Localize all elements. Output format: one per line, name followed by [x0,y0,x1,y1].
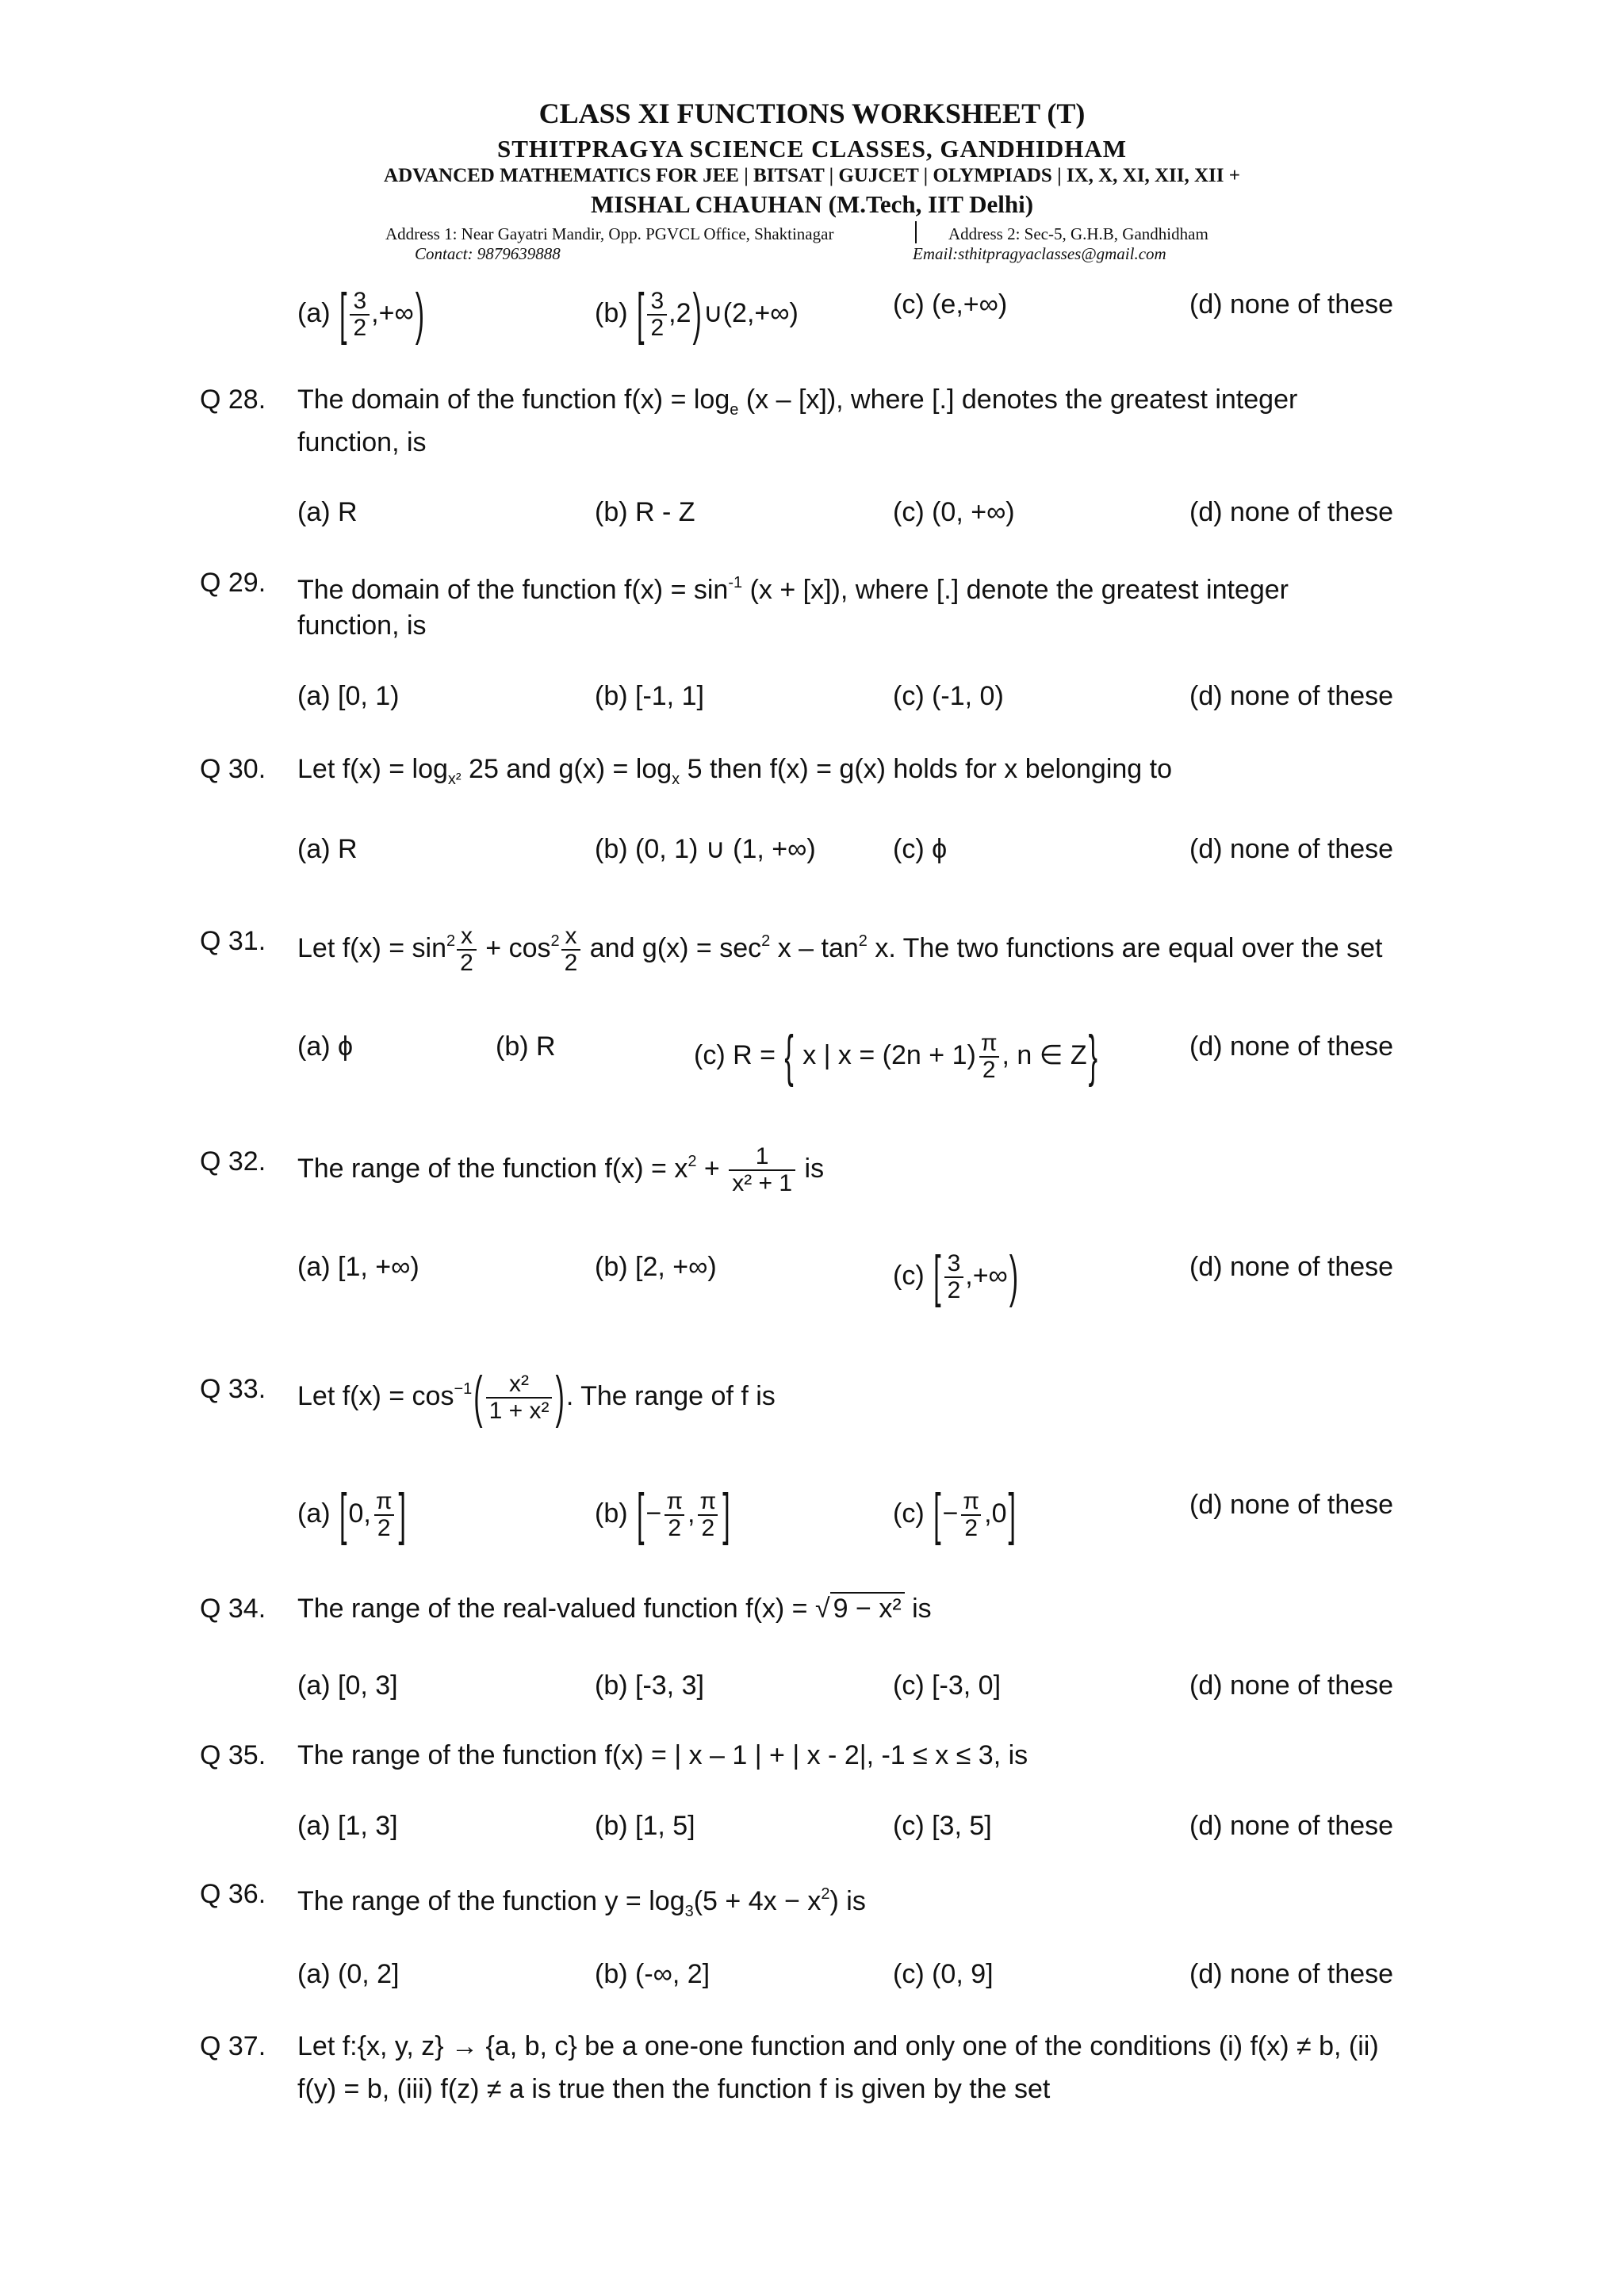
q33-option-a: (a) [0, $\frac{\pi}{2}$ ] [297,1483,406,1547]
tagline: ADVANCED MATHEMATICS FOR JEE | BITSAT | GUJCET | OLYMPIADS | IX, X, XI, XII, XII + [384,165,1240,186]
q33-option-d: (d) none of these [1189,1490,1394,1520]
q30-option-a: (a) R [297,834,358,864]
question-number: Q 34. [200,1594,266,1624]
question-text: The range of the function $f(x) = x^2$ + $\frac{1}{\text{x² + 1}}$ is [297,1143,825,1197]
question-number: Q 29. [200,568,266,598]
question-number: Q 28. [200,385,266,415]
contact-number: Contact: 9879639888 [415,244,561,263]
q27-option-b: (b) [ $\frac{3}{2}$ ,2)∪(2,+∞) [595,283,799,346]
email-address: Email:sthitpragyaclasses@gmail.com [913,244,1166,263]
q36-option-a: (a) (0, 2] [297,1959,400,1989]
question-number: Q 31. [200,926,266,956]
q36-option-d: (d) none of these [1189,1959,1394,1989]
address-2: Address 2: Sec-5, G.H.B, Gandhidham [948,224,1208,243]
question-text: Let f:{x, y, z} → {a, b, c} be a one-one function and only one of the conditions (i) f(x) ≠ b, (ii) [297,2031,1379,2061]
q31-option-b: (b) R [496,1031,556,1062]
question-text: The domain of the function $f(x) = \sin^{-1} (x + [x])$, where [.] denote the greatest integer [297,574,1289,605]
fraction: $\frac{3}{2}$ [350,289,370,341]
question-number: Q 30. [200,754,266,784]
q27-option-a: (a) [ $\frac{3}{2}$ ,+∞) [297,289,426,341]
q29-option-d: (d) none of these [1189,681,1394,711]
question-number: Q 37. [200,2031,266,2061]
q36-option-b: (b) (-∞, 2] [595,1959,710,1989]
question-text: Let $f(x) = \log_{x^2} 25$ and $g(x) = \log_x 5$ then f(x) = g(x) holds for x belonging to [297,754,1172,788]
q30-option-d: (d) none of these [1189,834,1394,864]
q34-option-d: (d) none of these [1189,1670,1394,1701]
question-number: Q 32. [200,1146,266,1177]
q35-option-d: (d) none of these [1189,1811,1394,1841]
q32-option-d: (d) none of these [1189,1252,1394,1282]
question-text: The range of the function $y = \log_3(5 + 4x - x^2)$ is [297,1885,866,1920]
q30-option-b: (b) (0, 1) ∪ (1, +∞) [595,834,816,864]
q28-option-d: (d) none of these [1189,497,1394,527]
question-text: The range of the function f(x) = | x – 1 | + | x - 2|, -1 ≤ x ≤ 3, is [297,1740,1028,1770]
address-1: Address 1: Near Gayatri Mandir, Opp. PGVCL Office, Shaktinagar [385,224,834,243]
q31-option-a: (a) ϕ [297,1031,354,1062]
q35-option-a: (a) [1, 3] [297,1811,398,1841]
question-text: The range of the real-valued function f(x) = √ 9 − x² is [297,1594,932,1624]
q32-option-c: (c) [ $\frac{3}{2}$ ,+∞) [893,1246,1019,1309]
q31-option-c: (c) R = { x | x = (2n + 1) $\frac{\pi}{2}$ , n ∈ Z} [694,1025,1097,1089]
teacher-name: MISHAL CHAUHAN (M.Tech, IIT Delhi) [590,190,1034,218]
q32-option-b: (b) [2, +∞) [595,1252,717,1282]
q27-option-d: (d) none of these [1189,289,1394,320]
q34-option-a: (a) [0, 3] [297,1670,398,1701]
q35-option-b: (b) [1, 5] [595,1811,695,1841]
question-text: Let $f(x) = \sin^2$ $\frac{x}{2}$ + $\cos^2$ $\frac{x}{2}$ and $g(x) = \sec^2 x - \tan^2 x$. The two functions are equal over the set [297,923,1383,977]
q30-option-c: (c) ϕ [893,834,948,864]
q33-option-c: (c) [− $\frac{\pi}{2}$ ,0] [893,1483,1016,1547]
question-number: Q 36. [200,1879,266,1909]
q28-option-a: (a) R [297,497,358,527]
q32-option-a: (a) [1, +∞) [297,1252,419,1282]
question-number: Q 33. [200,1374,266,1404]
q29-option-b: (b) [-1, 1] [595,681,704,711]
worksheet-title: CLASS XI FUNCTIONS WORKSHEET (T) [538,98,1086,129]
q29-option-a: (a) [0, 1) [297,681,400,711]
q36-option-c: (c) (0, 9] [893,1959,994,1989]
q33-option-b: (b) [− $\frac{\pi}{2}$ , $\frac{\pi}{2}$ ] [595,1483,730,1547]
q29-option-c: (c) (-1, 0) [893,681,1004,711]
q28-option-c: (c) (0, +∞) [893,497,1015,527]
q34-option-c: (c) [-3, 0] [893,1670,1002,1701]
q31-option-d: (d) none of these [1189,1031,1394,1062]
question-text: Let $f(x) = \cos^{-1}$( $\frac{\text{x²}}{\text{1 + x²}}$ ). The range of f is [297,1366,776,1429]
question-number: Q 35. [200,1740,266,1770]
divider [915,221,917,243]
institute-name: STHITPRAGYA SCIENCE CLASSES, GANDHIDHAM [496,135,1128,163]
q34-option-b: (b) [-3, 3] [595,1670,704,1701]
question-text: The domain of the function $f(x) = \log_e (x - [x])$, where [.] denotes the greatest integer [297,385,1298,419]
bracket: [ [339,283,347,346]
q27-option-c: (c) (e,+∞) [893,289,1008,320]
q35-option-c: (c) [3, 5] [893,1811,992,1841]
q28-option-b: (b) R - Z [595,497,695,527]
